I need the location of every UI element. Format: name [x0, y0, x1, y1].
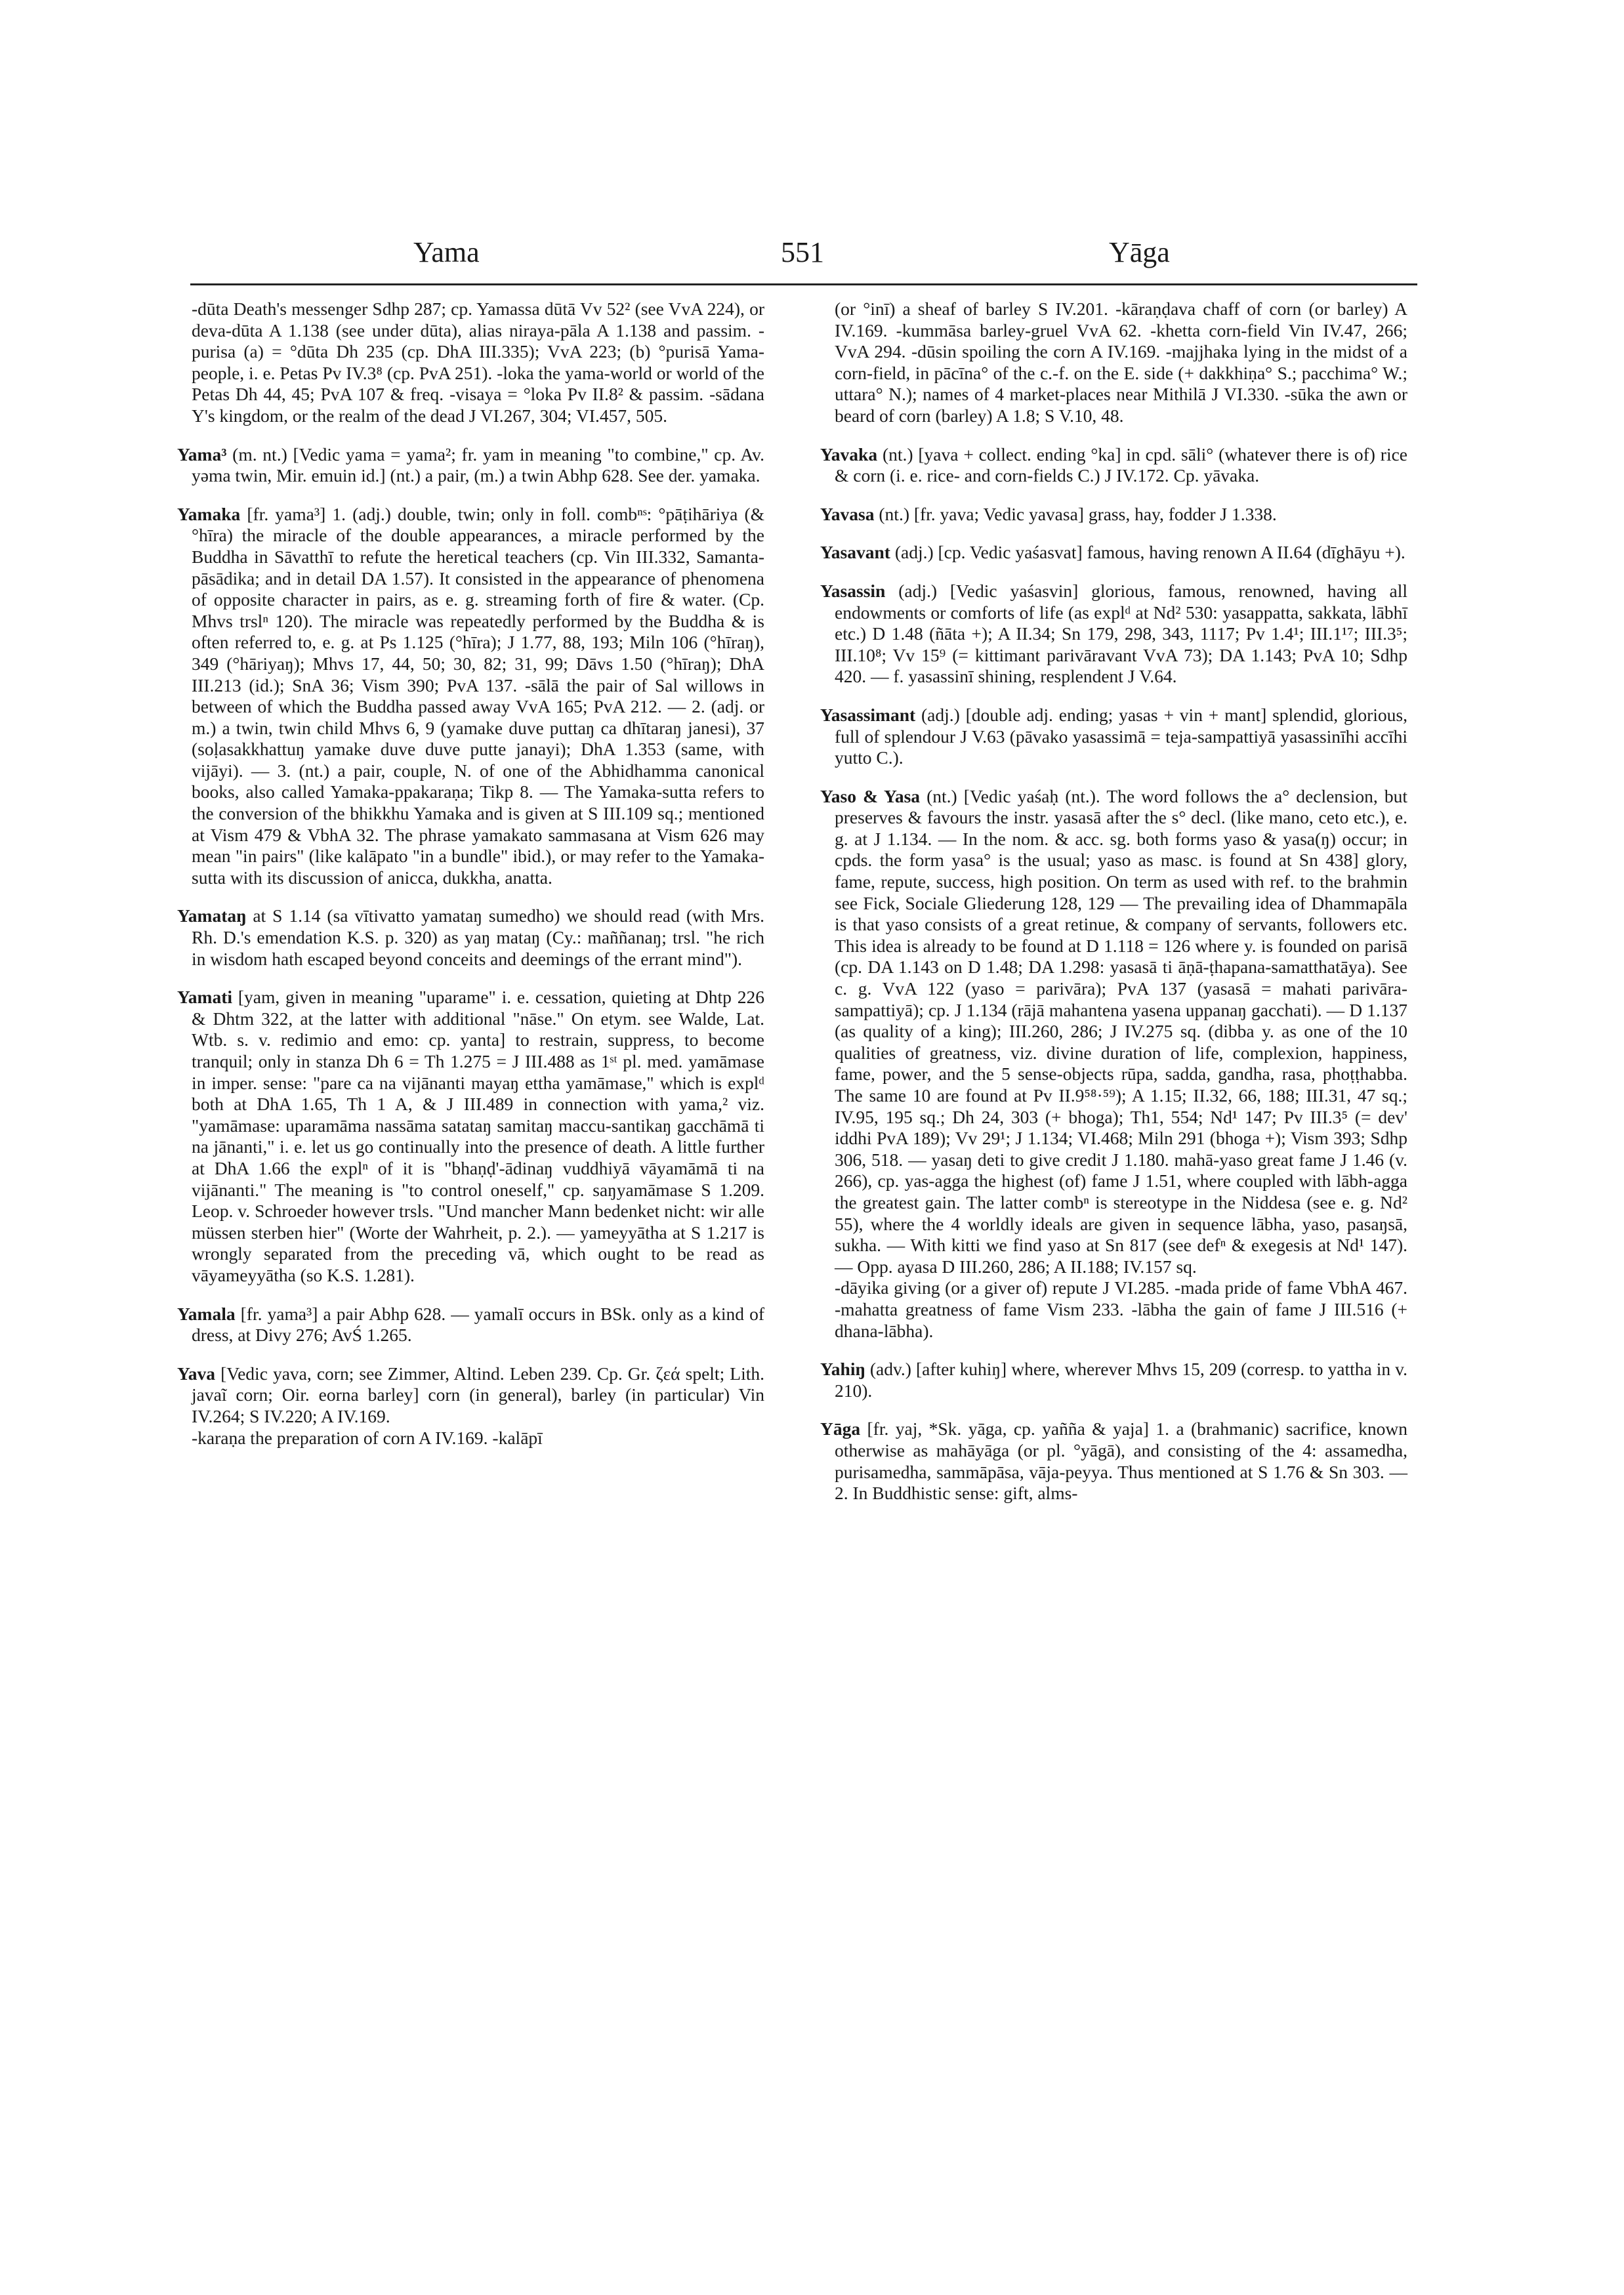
entry-text: [fr. yama³] 1. (adj.) double, twin; only in foll. combⁿˢ: °pāṭihāriya (& °hīra) the miracle of the double appearances, a miracle performed by the Buddha in Sāvatthī to refute the heretical teachers (cp. Vin III.332, Samanta-pāsādika; and in detail DA 1.57). It consisted in the appearance of phenomena of opposite character in pairs, as e. g. streaming forth of fire & water. (Cp. Mhvs trslⁿ 120). The miracle was repeatedly performed by the Buddha & is often referred to, e. g. at Ps 1.125 (°hīra); J 1.77, 88, 193; Miln 106 (°hīraŋ), 349 (°hāriyaŋ); Mhvs 17, 44, 50; 30, 82; 31, 99; Dāvs 1.50 (°hīraŋ); DhA III.213 (id.); SnA 36; Vism 390; PvA 137. -sālā the pair of Sal willows in between of which the Buddha passed away VvA 165; PvA 212. — 2. (adj. or m.) a twin, twin child Mhvs 6, 9 (yamake duve puttaŋ ca dhītaraŋ janesi), 37 (soḷasakkhattuŋ yamake duve duve putte janayi); DhA 1.353 (same, with vijāyi). — 3. (nt.) a pair, couple, N. of one of the Abhidhamma canonical books, also called Yamaka-ppakaraṇa; Tikp 8. — The Yamaka-sutta refers to the conversion of the bhikkhu Yamaka and is given at S III.109 sq.; mentioned at Vism 479 & VbhA 32. The phrase yamakato sammasana at Vism 626 may mean "in pairs" (like kalāpato "in a bundle" ibid.), or may refer to the Yamaka-sutta with its discussion of anicca, dukkha, anatta.	[192, 503, 764, 888]
entry-headword: Yasassimant	[820, 704, 916, 725]
entry-text: (adj.) [double adj. ending; yasas + vin + mant] splendid, glorious, full of splendour J V.63 (pāvako yasassimā = teja-sampattiyā yasassinīhi accīhi yutto C.).	[835, 704, 1407, 768]
dictionary-entry	[820, 1418, 1407, 1504]
entry-subentry: -karaṇa the preparation of corn A IV.169. -kalāpī	[192, 1427, 543, 1448]
entry-text: -dūta Death's messenger Sdhp 287; cp. Yamassa dūtā Vv 52² (see VvA 224), or deva-dūta A 1.138 (see under dūta), alias niraya-pāla A 1.138 and passim. -purisa (a) = °dūta Dh 235 (cp. DhA III.335); VvA 223; (b) °purisā Yama-people, i. e. Petas Pv IV.3⁸ (cp. PvA 251). -loka the yama-world or world of the Petas Dh 44, 45; PvA 107 & freq. -visaya = °loka Pv II.8² & passim. -sādana Y's kingdom, or the realm of the dead J VI.267, 304; VI.457, 505.	[192, 299, 764, 426]
left-column	[177, 299, 764, 1466]
entry-headword: Yasassin	[820, 580, 886, 601]
entry-subentry: -dāyika giving (or a giver of) repute J VI.285. -mada pride of fame VbhA 467. -mahatta greatness of fame Vism 233. -lābha the gain of fame J III.516 (+ dhana-lābha).	[835, 1277, 1407, 1341]
entry-headword: Yāga	[820, 1418, 861, 1439]
page-number: 551	[781, 236, 824, 268]
header-rule	[190, 283, 1417, 285]
entry-text: (nt.) [Vedic yaśaḥ (nt.). The word follows the a° declension, but preserves & favours the instr. yasasā after the s° decl. (like mano, ceto etc.), e. g. at J 1.134. — In the nom. & acc. sg. both forms yaso & yasa(ŋ) occur; in cpds. the form yasa° is the usual; yaso as masc. is found at Sn 438] glory, fame, repute, success, high position. On term as used with ref. to the brahmin see Fick, Sociale Gliederung 128, 129 — The prevailing idea of Dhammapāla is that yaso consists of a great retinue, & company of servants, followers etc. This idea is already to be found at D 1.118 = 126 where y. is founded on parisā (cp. DA 1.143 on D 1.48; DA 1.298: yasasā ti āṇā-ṭhapana-samatthatāya). See c. g. VvA 122 (yaso = parivāra); PvA 137 (yasasā = mahati parivāra-sampattiyā); cp. J 1.134 (rājā mahantena yasena uppanaŋ gacchati). — D 1.137 (as quality of a king); III.260, 286; J IV.275 sq. (dibba y. as one of the 10 qualities of greatness, viz. divine duration of life, complexion, happiness, fame, power, and the 5 sense-objects rūpa, sadda, gandha, rasa, phoṭṭhabba. The same 10 are found at Pv II.9⁵⁸·⁵⁹); A 1.15; II.32, 66, 188; III.31, 47 sq.; IV.95, 195 sq.; Dh 24, 303 (+ bhoga); Th1, 554; Nd¹ 147; Pv III.3⁵ (= dev' iddhi PvA 189); Vv 29¹; J 1.134; VI.468; Miln 291 (bhoga +); Vism 393; Sdhp 306, 518. — yasaŋ deti to give credit J 1.180. mahā-yaso great fame J 1.46 (v. 266), cp. yas-agga the highest (of) fame J 1.51, where coupled with lābh-agga the greatest gain. The latter combⁿ is stereotype in the Niddesa (see e. g. Nd² 55), where the 4 worldly ideals are given in sequence lābha, yaso, pasaŋsā, sukha. — With kitti we find yaso at Sn 817 (see defⁿ & exegesis at Nd¹ 147). — Opp. ayasa D III.260, 286; A II.188; IV.157 sq.	[835, 785, 1407, 1277]
page-header	[190, 233, 1411, 285]
dictionary-entry	[820, 299, 1407, 427]
entry-headword: Yavaka	[820, 444, 878, 465]
entry-headword: Yaso & Yasa	[820, 785, 921, 806]
right-column	[820, 299, 1407, 1521]
entry-text: (adj.) [cp. Vedic yaśasvat] famous, having renown A II.64 (dīghāyu +).	[890, 542, 1405, 563]
dictionary-entry	[820, 581, 1407, 688]
entry-headword: Yama³	[177, 444, 227, 465]
dictionary-entry	[177, 987, 764, 1286]
entry-headword: Yamati	[177, 987, 233, 1008]
dictionary-entry	[177, 504, 764, 889]
dictionary-entry	[820, 542, 1407, 564]
entry-text: (adv.) [after kuhiŋ] where, wherever Mhvs 15, 209 (corresp. to yattha in v. 210).	[835, 1359, 1407, 1401]
entry-text: (or °inī) a sheaf of barley S IV.201. -kāraṇḍava chaff of corn (or barley) A IV.169. -kummāsa barley-gruel VvA 62. -khetta corn-field Vin IV.47, 266; VvA 294. -dūsin spoiling the corn A IV.169. -majjhaka lying in the midst of a corn-field, in pācīna° of the c.-f. on the E. side (+ dakkhiṇa° S.; pacchima° W.; uttara° N.); names of 4 market-places near Mithilā J VI.330. -sūka the awn or beard of corn (barley) A 1.8; S V.10, 48.	[835, 299, 1407, 426]
entry-text: (nt.) [yava + collect. ending °ka] in cpd. sāli° (whatever there is of) rice & corn (i. e. rice- and corn-fields C.) J IV.172. Cp. yāvaka.	[835, 444, 1407, 486]
entry-headword: Yahiŋ	[820, 1359, 865, 1380]
entry-headword: Yamataŋ	[177, 905, 247, 926]
entry-text: (nt.) [fr. yava; Vedic yavasa] grass, hay, fodder J 1.338.	[874, 503, 1277, 524]
header-right-guideword: Yāga	[1109, 236, 1170, 268]
dictionary-entry	[177, 905, 764, 970]
header-left-guideword: Yama	[413, 236, 480, 268]
dictionary-entry	[177, 299, 764, 427]
dictionary-entry	[820, 705, 1407, 769]
dictionary-entry	[177, 444, 764, 487]
entry-headword: Yava	[177, 1363, 216, 1384]
dictionary-entry	[177, 1363, 764, 1449]
entry-text: (adj.) [Vedic yaśasvin] glorious, famous, renowned, having all endowments or comforts of life (as explᵈ at Nd² 530: yasappatta, sakkata, lābhī etc.) D 1.48 (ñāta +); A II.34; Sn 179, 298, 343, 1117; Pv 1.4¹; III.1¹⁷; III.3⁵; III.10⁸; Vv 15⁹ (= kittimant parivāravant VvA 73); DA 1.143; PvA 10; Sdhp 420. — f. yasassinī shining, resplendent J V.64.	[835, 580, 1407, 687]
dictionary-entry	[820, 786, 1407, 1342]
dictionary-entry	[820, 444, 1407, 487]
entry-text: [Vedic yava, corn; see Zimmer, Altind. Leben 239. Cp. Gr. ζεά spelt; Lith. javaĩ corn; Oir. eorna barley] corn (in general), barley (in particular) Vin IV.264; S IV.220; A IV.169.	[192, 1363, 764, 1426]
entry-text: (m. nt.) [Vedic yama = yama²; fr. yam in meaning "to combine," cp. Av. yəma twin, Mir. emuin id.] (nt.) a pair, (m.) a twin Abhp 628. See der. yamaka.	[192, 444, 764, 486]
entry-text: [yam, given in meaning "uparame" i. e. cessation, quieting at Dhtp 226 & Dhtm 322, at the latter with additional "nāse." On etym. see Walde, Lat. Wtb. s. v. redimio and emo: cp. yanta] to restrain, suppress, to become tranquil; only in stanza Dh 6 = Th 1.275 = J III.488 as 1ˢᵗ pl. med. yamāmase in imper. sense: "pare ca na vijānanti mayaŋ ettha yamāmase," which is explᵈ both at DhA 1.65, Th 1 A, & J III.489 in connection with yama,² viz. "yamāmase: uparamāma nassāma satataŋ samitaŋ maccu-santikaŋ gacchāmā ti na jānanti," i. e. let us go continually into the presence of death. A little further at DhA 1.66 the explⁿ of it is "bhaṇḍ'-ādinaŋ vuddhiyā vāyamāmā ti na vijānanti." The meaning is "to control oneself," cp. saŋyamāmase S 1.209. Leop. v. Schroeder however trsls. "Und mancher Mann bedenket nicht: wir alle müssen sterben hier" (Worte der Wahrheit, p. 2.). — yameyyātha at S 1.217 is wrongly separated from the preceding vā, which ought to be read as vāyameyyātha (so K.S. 1.281).	[192, 987, 764, 1285]
entry-text: [fr. yaj, *Sk. yāga, cp. yañña & yaja] 1. a (brahmanic) sacrifice, known otherwise as mahāyāga (or pl. °yāgā), and consisting of the 4: assamedha, purisamedha, sammāpāsa, vāja-peyya. Thus mentioned at S 1.76 & Sn 303. — 2. In Buddhistic sense: gift, alms-	[835, 1418, 1407, 1504]
entry-headword: Yamala	[177, 1303, 236, 1324]
entry-headword: Yavasa	[820, 503, 875, 524]
entry-headword: Yamaka	[177, 503, 241, 524]
dictionary-entry	[820, 504, 1407, 526]
dictionary-entry	[820, 1359, 1407, 1401]
dictionary-entry	[177, 1304, 764, 1346]
entry-text: at S 1.14 (sa vītivatto yamataŋ sumedho) we should read (with Mrs. Rh. D.'s emendation K.S. p. 320) as yaŋ mataŋ (Cy.: maññanaŋ; trsl. "he rich in wisdom hath escaped beyond conceits and deemings of the errant mind").	[192, 905, 764, 969]
entry-text: [fr. yama³] a pair Abhp 628. — yamalī occurs in BSk. only as a kind of dress, at Divy 276; AvŚ 1.265.	[192, 1303, 764, 1346]
entry-headword: Yasavant	[820, 542, 890, 563]
